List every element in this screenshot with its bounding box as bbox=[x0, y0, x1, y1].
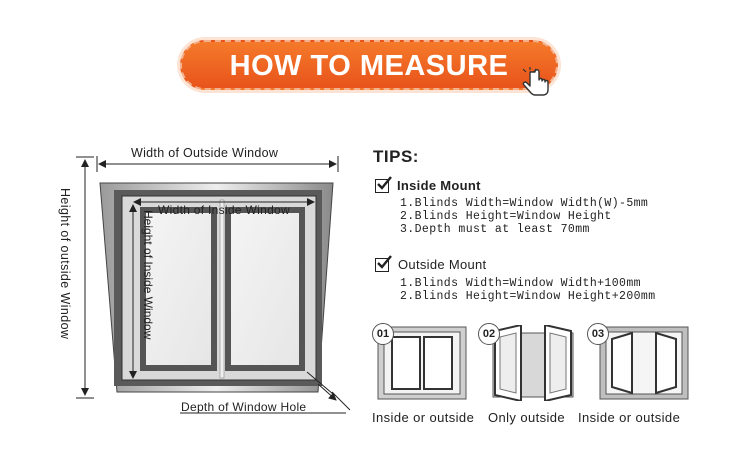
checkbox-checked-icon bbox=[375, 179, 389, 193]
inside-mount-line: 1.Blinds Width=Window Width(W)-5mm bbox=[400, 197, 649, 210]
example-caption: Only outside bbox=[488, 410, 566, 425]
inside-mount-line: 3.Depth must at least 70mm bbox=[400, 223, 590, 236]
example-badge: 02 bbox=[478, 323, 500, 345]
tips-title: TIPS: bbox=[373, 147, 419, 166]
checkbox-checked-icon bbox=[375, 258, 389, 272]
example-caption: Inside or outside bbox=[372, 410, 475, 425]
depth-hole-label: Depth of Window Hole bbox=[181, 400, 307, 414]
banner-title: HOW TO MEASURE bbox=[229, 50, 509, 82]
outside-mount-line: 1.Blinds Width=Window Width+100mm bbox=[400, 277, 641, 290]
example-badge: 01 bbox=[372, 323, 394, 345]
width-inside-label: Width of Inside Window bbox=[158, 203, 290, 217]
width-outside-label: Width of Outside Window bbox=[131, 146, 279, 160]
inside-mount-title: Inside Mount bbox=[397, 178, 481, 193]
height-outside-label: Height of outside Window bbox=[58, 188, 72, 340]
outside-mount-line: 2.Blinds Height=Window Height+200mm bbox=[400, 290, 656, 303]
outside-mount-title: Outside Mount bbox=[398, 257, 487, 272]
inside-mount-line: 2.Blinds Height=Window Height bbox=[400, 210, 612, 223]
example-caption: Inside or outside bbox=[578, 410, 681, 425]
example-badge: 03 bbox=[587, 323, 609, 345]
example-window-angled bbox=[596, 325, 692, 401]
height-inside-label: Height of Inside Window bbox=[141, 210, 155, 340]
